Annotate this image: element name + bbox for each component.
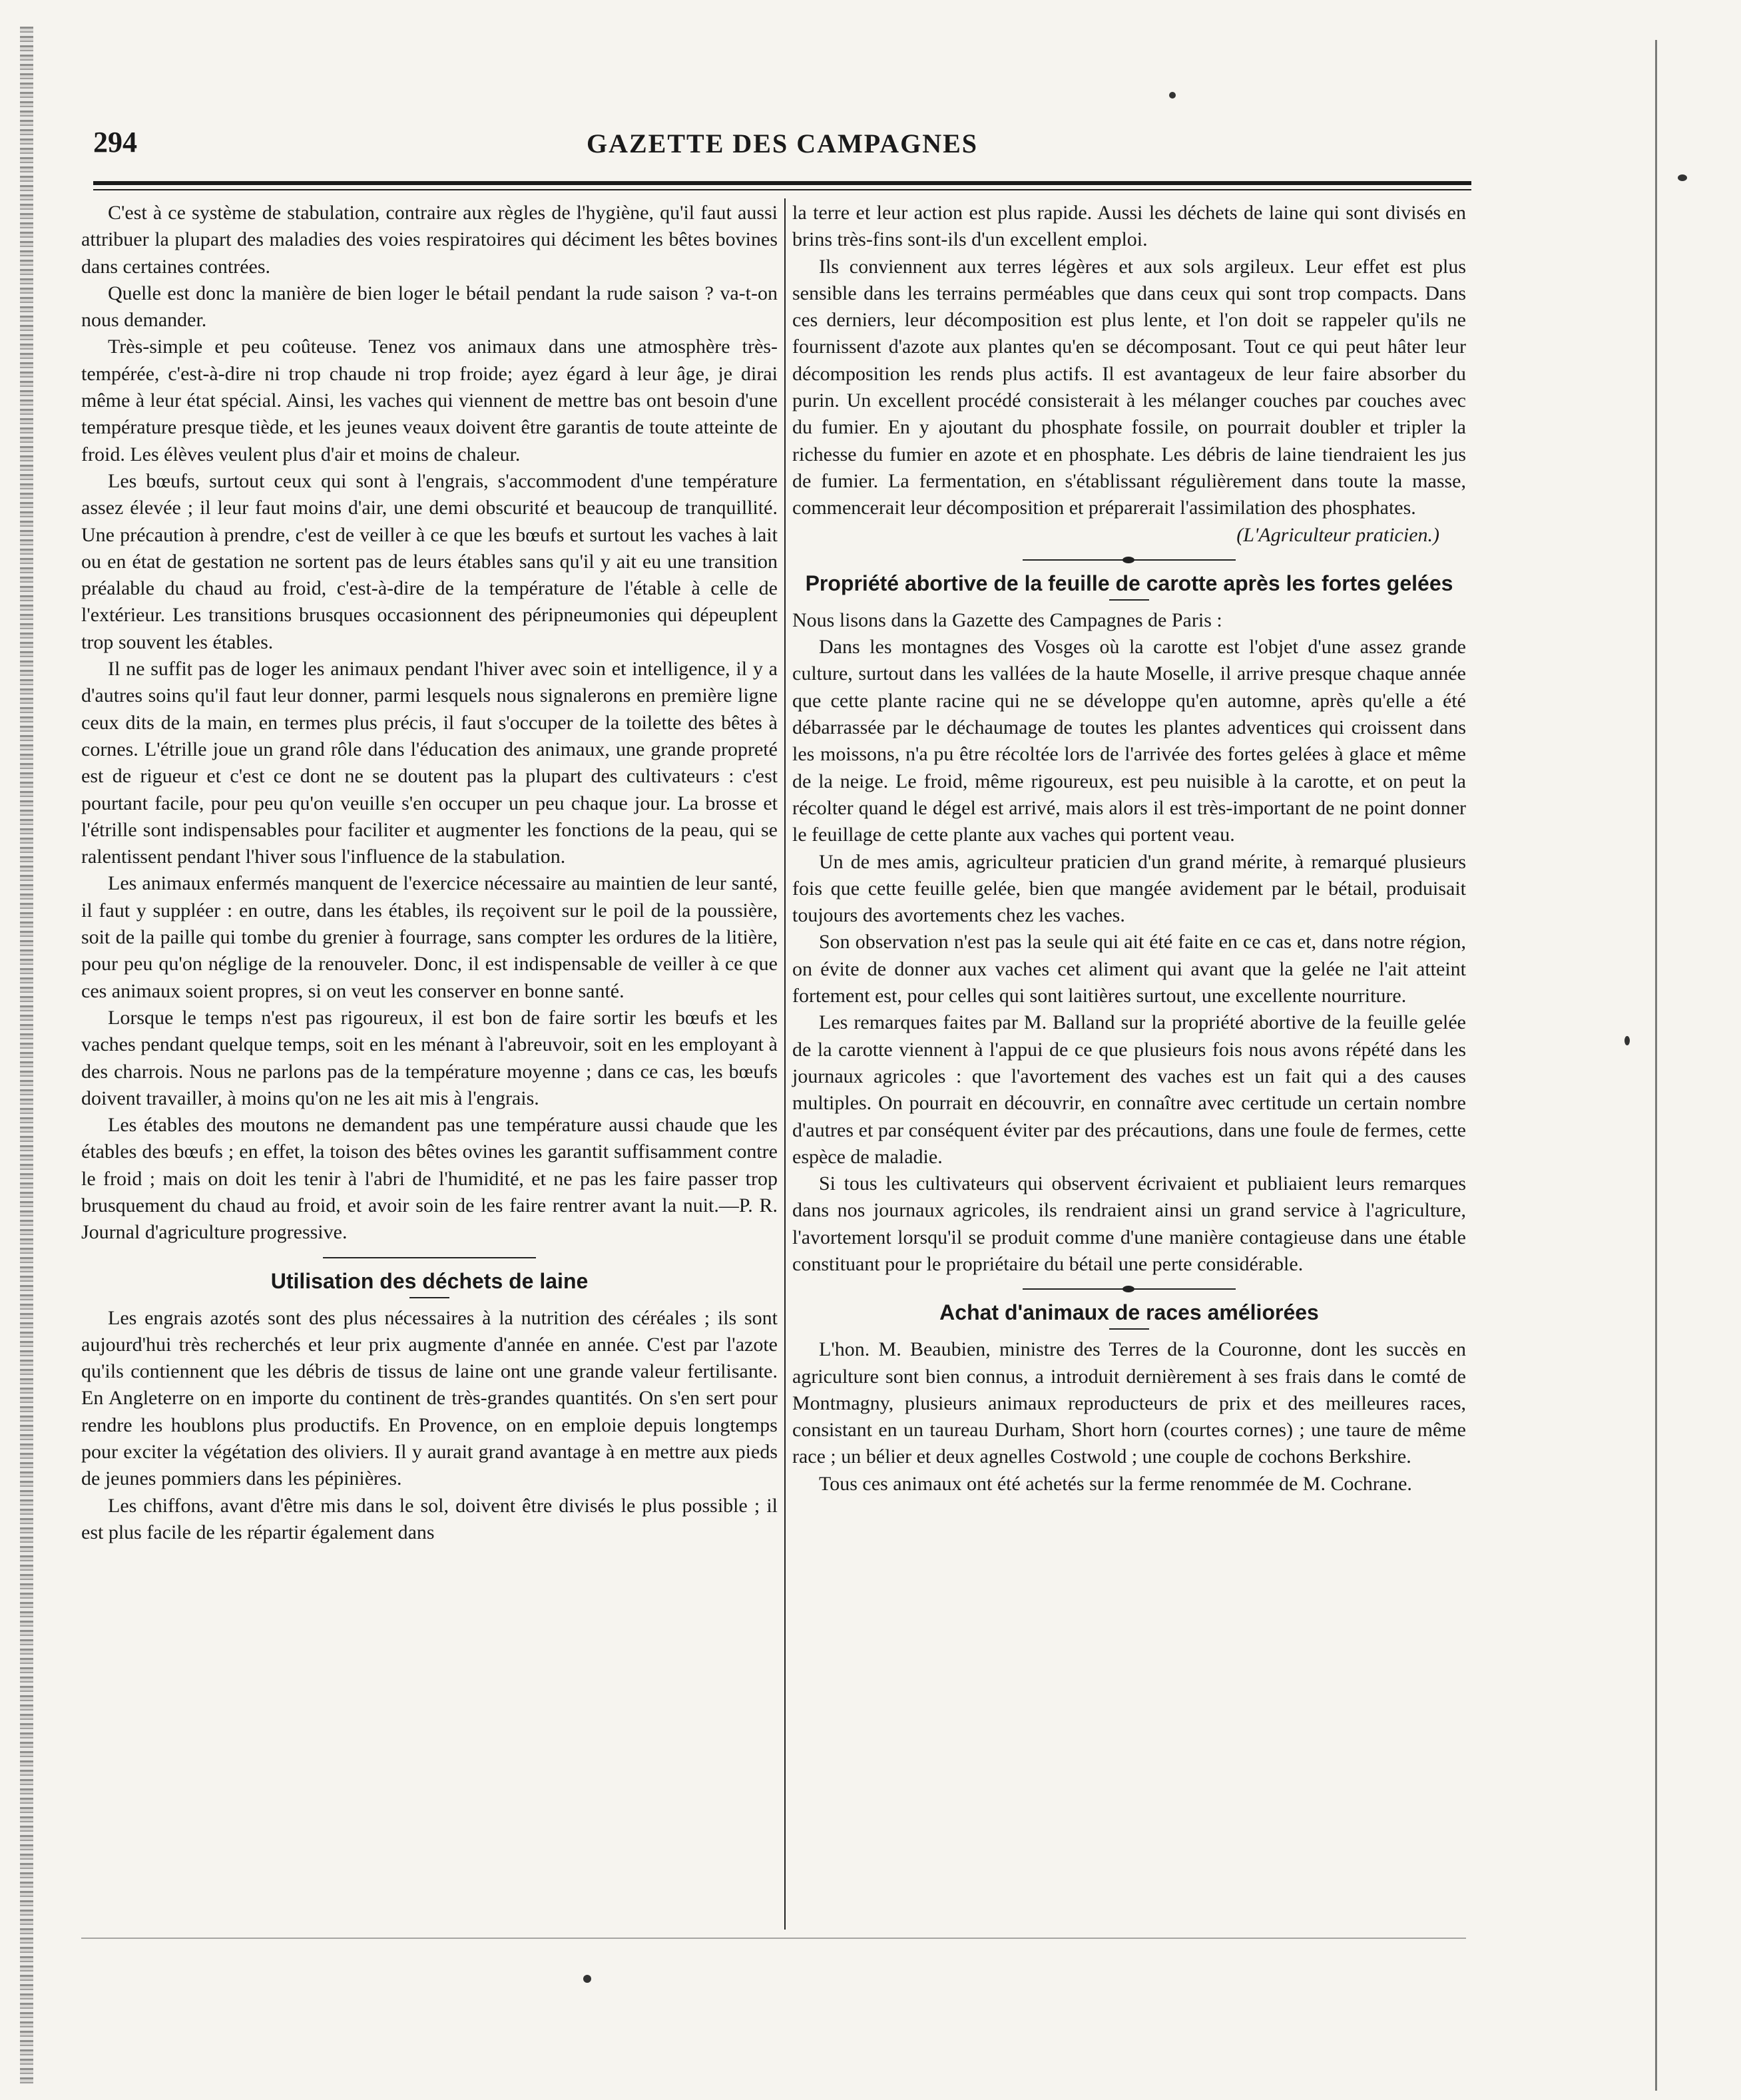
ink-speck (1624, 1036, 1630, 1045)
section-separator (323, 1253, 536, 1262)
paragraph: Très-simple et peu coûteuse. Tenez vos animaux dans une atmosphère très-tempérée, c'est-à-dire ni trop chaude ni trop froide; ayez égard à leur âge, je dirai même à leur état spécial. Ainsi, les vaches qui viennent de mettre bas ont besoin d'une température presque tiède, et les jeunes veaux doivent être garantis de toute atteinte de froid. Les élèves veulent plus d'air et moins de chaleur. (81, 336, 778, 465)
column-divider (784, 198, 786, 1930)
paragraph: C'est à ce système de stabulation, contraire aux règles de l'hygiène, qu'il faut aussi attribuer la plupart des maladies des voies respiratoires qui déciment les bêtes bovines dans certaines contrées. (81, 202, 778, 278)
ink-speck (1678, 174, 1687, 181)
paragraph: Les chiffons, avant d'être mis dans le sol, doivent être divisés le plus possible ; il est plus facile de les répartir également dans (81, 1494, 778, 1543)
section-title: Utilisation des déchets de laine (270, 1268, 589, 1293)
paragraph: Tous ces animaux ont été achetés sur la ferme renommée de M. Cochrane. (819, 1472, 1412, 1495)
page-header (93, 125, 1471, 165)
binding-edge (20, 27, 33, 2084)
header-rule-thin (93, 189, 1471, 190)
section-title: Achat d'animaux de races améliorées (939, 1300, 1319, 1325)
page-edge-rule (1655, 40, 1657, 2091)
paragraph: Il ne suffit pas de loger les animaux pendant l'hiver avec soin et intelligence, il y a d'autres soins qu'il faut leur donner, parmi lesquels nous signalerons en première ligne ceux dits de la main, en termes plus précis, il faut s'occuper de la toilette des bêtes à cornes. L'étrille joue un grand rôle dans l'éducation des animaux, une grande propreté est de rigueur et c'est ce dont ne se doutent pas la plupart des cultivateurs : c'est pourtant facile, pour peu qu'on veuille s'en occuper un peu chaque jour. La brosse et l'étrille sont indispensables pour faciliter et augmenter les fonctions de la peau, qui se ralentissent pendant l'hiver sous l'influence de la stabulation. (81, 658, 778, 868)
title-underline (1109, 1328, 1149, 1330)
paragraph: la terre et leur action est plus rapide. Aussi les déchets de laine qui sont divisés en brins très-fins sont-ils d'un excellent emploi. (792, 202, 1466, 251)
ink-speck (583, 1975, 591, 1983)
paragraph: Quelle est donc la manière de bien loger le bétail pendant la rude saison ? va-t-on nous demander. (81, 282, 778, 332)
section-separator (1023, 555, 1236, 565)
section-separator (1023, 1284, 1236, 1294)
paragraph: Ils conviennent aux terres légères et aux sols argileux. Leur effet est plus sensible dans les terrains perméables que dans ceux qui sont trop compacts. Dans ces derniers, leur décomposition est plus lente, et l'on doit se rappeler qu'ils ne fournissent d'azote aux plantes qu'en se décomposant. Tout ce qui peut hâter leur décomposition les rends plus actifs. Il est avantageux de leur faire absorber du purin. Un excellent procédé consisterait à les mélanger couches par couches avec du fumier. En y ajoutant du phosphate fossile, on pourrait doubler et tripler la richesse du fumier en azote et en phosphate. Les débris de laine tiendraient les jus de fumier. La fermentation, en s'établissant régulièrement dans toute la masse, commencerait leur décomposition et préparerait l'assimilation des phosphates. (792, 255, 1466, 519)
paragraph: Les remarques faites par M. Balland sur la propriété abortive de la feuille gelée de la carotte viennent à l'appui de ce que plusieurs fois nous avons répété dans les journaux agricoles : que l'avortement des vaches est un fait qui a des causes multiples. On pourrait en découvrir, en connaître avec certitude un certain nombre d'autres et par conséquent éviter par des précautions, dans une foule de fermes, cette espèce de maladie. (792, 1011, 1466, 1168)
page-number: 294 (93, 126, 137, 158)
right-column (792, 200, 1466, 1497)
paragraph: Dans les montagnes des Vosges où la carotte est l'objet d'une assez grande culture, surtout dans les vallées de la haute Moselle, il arrive presque chaque année que cette plante racine qui ne se développe qu'en automne, après qu'elle a été débarrassée par le déchaumage de toutes les plantes adventices qui croissent dans les moissons, n'a pu être récoltée lors de l'arrivée des fortes gelées à glace et même de la neige. Le froid, même rigoureux, est peu nuisible à la carotte, et on peut la récolter quand le dégel est arrivé, mais alors il est très-important de ne point donner le feuillage de cette plante aux vaches qui portent veau. (792, 636, 1466, 846)
paragraph: Les bœufs, surtout ceux qui sont à l'engrais, s'accommodent d'une température assez élevée ; il leur faut moins d'air, une demi obscurité et beaucoup de tranquillité. Une précaution à prendre, c'est de veiller à ce que les bœufs et surtout les vaches à lait ou en état de gestation ne sortent pas de leurs étables sans qu'il y ait eu une transition préalable du chaud au froid, c'est-à-dire de la température de l'étable à celle de l'extérieur. Les transitions brusques occasionnent des péripneumonies qui dépeuplent trop souvent les étables. (81, 469, 778, 653)
paragraph: L'hon. M. Beaubien, ministre des Terres de la Couronne, dont les succès en agriculture sont bien connus, a introduit dernièrement à ses frais dans le comté de Montmagny, plusieurs animaux reproducteurs de prix et des meilleures races, consistant en un taureau Durham, Short horn (courtes cornes) ; une taure de même race ; un bélier et deux agnelles Costwold ; une couple de cochons Berkshire. (792, 1338, 1466, 1468)
paragraph: Lorsque le temps n'est pas rigoureux, il est bon de faire sortir les bœufs et les vaches pendant quelque temps, soit en les ménant à l'abreuvoir, soit en les employant à des charrois. Nous ne parlons pas de la température moyenne ; dans ce cas, les bœufs doivent travailler, à moins qu'on ne les ait mis à l'engrais. (81, 1006, 778, 1109)
paragraph: Nous lisons dans la Gazette des Campagnes de Paris : (792, 609, 1222, 631)
paragraph: Son observation n'est pas la seule qui ait été faite en ce cas et, dans notre région, on évite de donner aux vaches cet aliment qui avant que la gelée ne l'ait atteint fortement est, pour celles qui sont laitières surtout, une excellente nourriture. (792, 931, 1466, 1007)
title-underline (1109, 599, 1149, 601)
paragraph: Les engrais azotés sont des plus nécessaires à la nutrition des céréales ; ils sont aujourd'hui très recherchés et leur prix augmente d'année en année. C'est par l'azote qu'ils contiennent que les débris de tissus de laine ont une grande valeur fertilisante. En Angleterre on en importe du continent de très-grandes quantités. On s'en sert pour rendre les houblons plus productifs. En Provence, on en emploie depuis longtemps pour exciter la végétation des oliviers. Il y aurait grand avantage à en mettre aux pieds de jeunes pommiers dans les pépinières. (81, 1306, 778, 1490)
citation: (L'Agriculteur praticien.) (1236, 523, 1439, 546)
header-rule (93, 181, 1471, 185)
bottom-rule (81, 1938, 1466, 1939)
section-title: Propriété abortive de la feuille de carotte après les fortes gelées (805, 571, 1453, 595)
running-title: GAZETTE DES CAMPAGNES (586, 129, 978, 158)
left-column (81, 200, 778, 1546)
paragraph: Les animaux enfermés manquent de l'exercice nécessaire au maintien de leur santé, il faut y suppléer : en outre, dans les étables, ils reçoivent sur le poil de la poussière, soit de la paille qui tombe du grenier à fourrage, sans compter les ordures de la litière, pour peu qu'on néglige de la renouveler. Donc, il est indispensable de veiller à ce que ces animaux soient propres, si on veut les conserver en bonne santé. (81, 872, 778, 1002)
title-underline (409, 1297, 449, 1298)
ink-speck (1169, 92, 1176, 99)
paragraph: Un de mes amis, agriculteur praticien d'un grand mérite, à remarqué plusieurs fois que cette feuille gelée, bien que mangée avidement par le bétail, produisait toujours des avortements chez les vaches. (792, 850, 1466, 927)
paragraph: Les étables des moutons ne demandent pas une température aussi chaude que les étables des bœufs ; en effet, la toison des bêtes ovines les garantit suffisamment contre le froid ; mais on doit les tenir à l'abri de l'humidité, et ne pas les faire passer trop brusquement du chaud au froid, et avoir soin de les faire rentrer avant la nuit.—P. R. Journal d'agriculture progressive. (81, 1114, 778, 1244)
paragraph: Si tous les cultivateurs qui observent écrivaient et publiaient leurs remarques dans nos journaux agricoles, ils rendraient ainsi un grand service à l'agriculture, l'avortement lorsqu'il se produit comme d'une manière contagieuse dans une étable constituant pour le propriétaire du bétail une perte considérable. (792, 1173, 1466, 1275)
